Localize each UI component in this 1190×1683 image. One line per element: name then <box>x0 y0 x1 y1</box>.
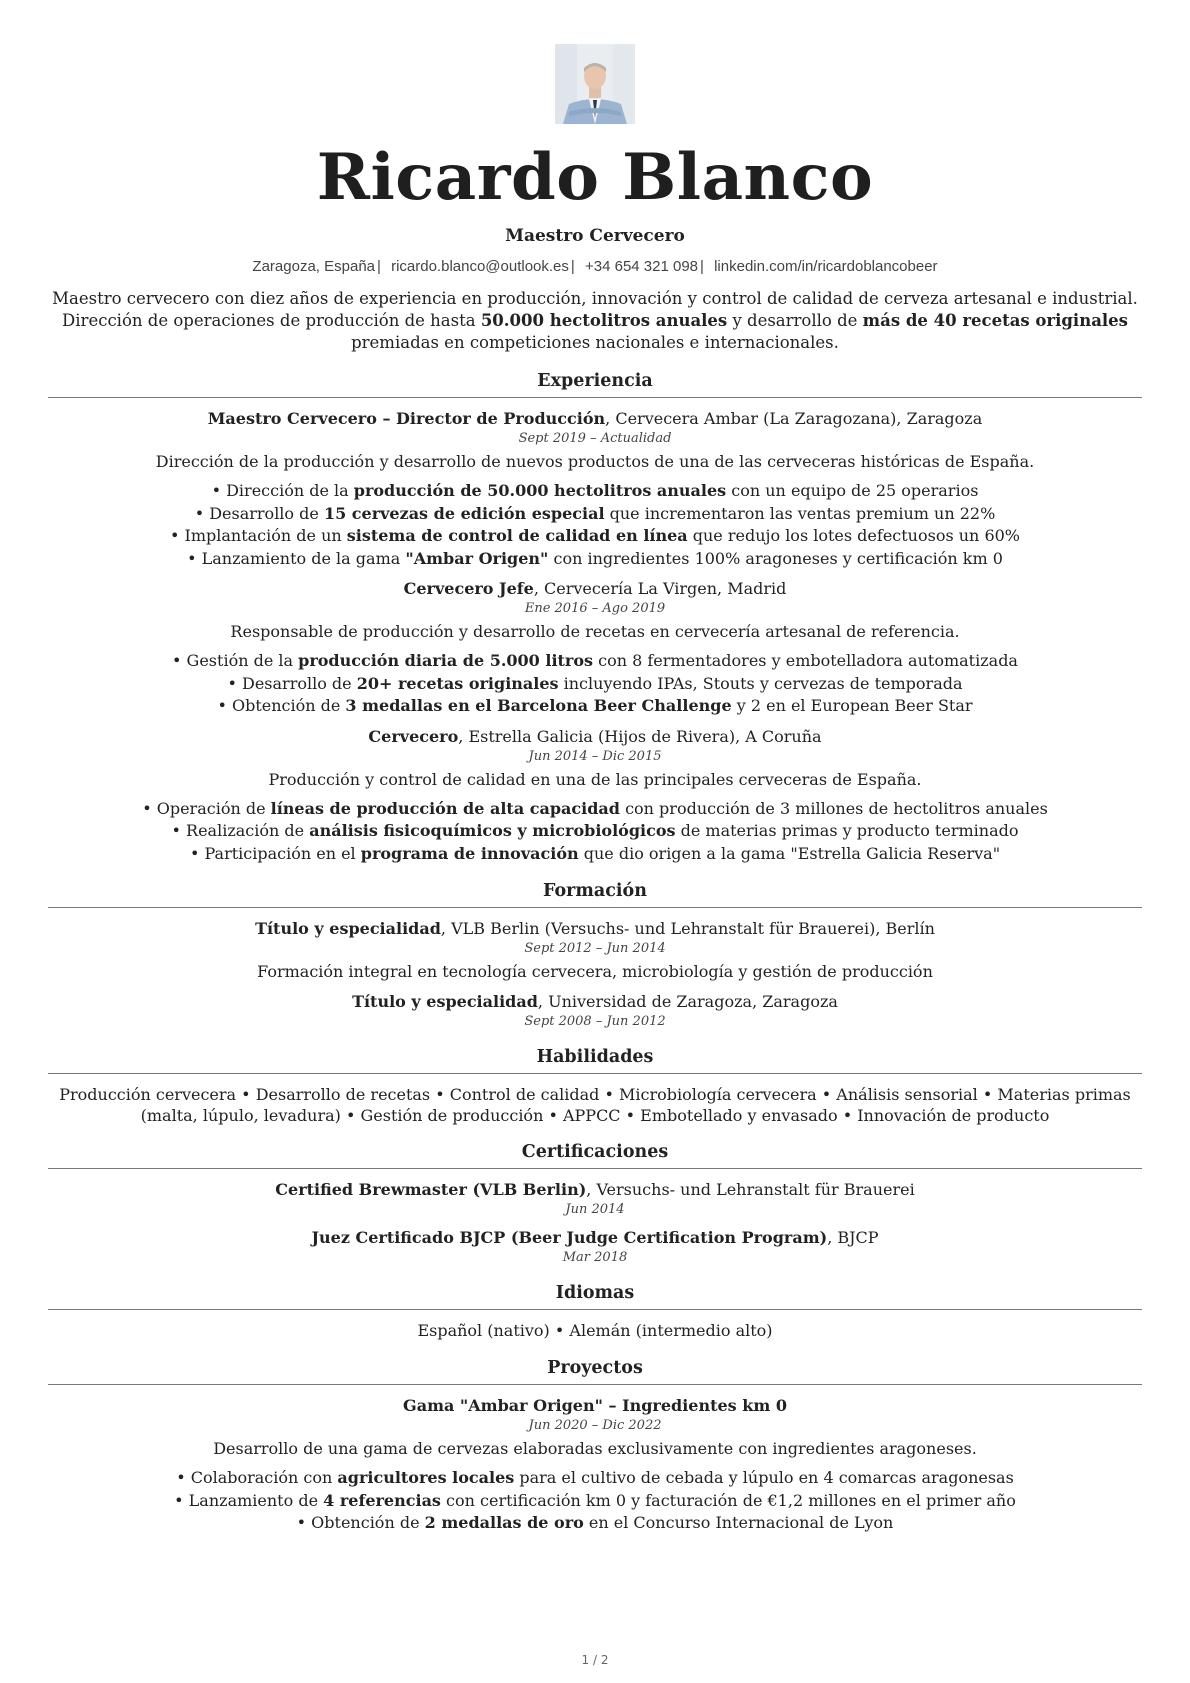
section-divider <box>48 1384 1142 1385</box>
bullet-text: • Implantación de un <box>169 526 347 545</box>
project-entry <box>48 1395 1142 1535</box>
bullet-text: incluyendo IPAs, Stouts y cervezas de temporada <box>558 673 963 693</box>
contact-email[interactable]: ricardo.blanco@outlook.es <box>391 258 569 275</box>
bullet-text: • Participación en el <box>189 843 361 863</box>
entry-description: Formación integral en tecnología cervecera, microbiología y gestión de producción <box>257 962 933 981</box>
bullet-highlight: producción diaria de 5.000 litros <box>298 651 594 670</box>
bullet-text: con certificación km 0 y facturación de €1,2 millones en el primer año <box>440 1490 1016 1510</box>
entry-heading <box>48 991 1142 1013</box>
entry-bullets <box>48 1467 1142 1535</box>
entry-heading <box>48 578 1142 600</box>
bullet-text: • Desarrollo de <box>194 503 324 523</box>
bullet-text: • Gestión de la <box>172 651 299 670</box>
contact-phone[interactable]: +34 654 321 098 <box>584 258 699 275</box>
entry-organization: , BJCP <box>827 1228 879 1247</box>
resume-page <box>48 44 1142 1543</box>
bullet-text: con ingredientes 100% aragoneses y certificación km 0 <box>548 548 1003 568</box>
skills-list: Producción cervecera • Desarrollo de recetas • Control de calidad • Microbiología cervecera • Análisis sensorial • Materias primas (malta, lúpulo, levadura) • Gestión de producción • APPCC • Embotellado y envasado • Innovación de producto <box>59 1085 1131 1125</box>
contact-separator: | <box>570 258 575 275</box>
section-title-projects: Proyectos <box>547 1358 643 1378</box>
bullet-text: que incrementaron las ventas premium un 22% <box>604 503 996 523</box>
section-divider <box>48 397 1142 398</box>
bullet-text: con producción de 3 millones de hectolitros anuales <box>619 798 1048 818</box>
bullet-text: • Dirección de la <box>211 481 354 500</box>
entry-role: Cervecero Jefe <box>403 579 534 598</box>
profile-summary <box>48 288 1142 354</box>
bullet-item <box>48 673 1142 696</box>
bullet-text: • Operación de <box>142 798 271 818</box>
entry-description: Producción y control de calidad en una de las principales cerveceras de España. <box>268 769 922 789</box>
entry-date: Jun 2014 – Dic 2015 <box>528 748 662 764</box>
entry-date: Jun 2020 – Dic 2022 <box>528 1418 662 1433</box>
entry-organization: , Estrella Galicia (Hijos de Rivera), A Coruña <box>458 726 822 746</box>
bullet-highlight: agricultores locales <box>337 1468 515 1487</box>
bullet-text: • Desarrollo de <box>227 673 357 693</box>
bullet-item <box>48 480 1142 503</box>
bullet-text: en el Concurso Internacional de Lyon <box>583 1513 894 1532</box>
entry-role: Certified Brewmaster (VLB Berlin) <box>275 1180 587 1199</box>
bullet-highlight: 3 medallas en el Barcelona Beer Challenge <box>345 696 732 715</box>
entry-role: Gama "Ambar Origen" – Ingredientes km 0 <box>403 1396 787 1415</box>
entry-date: Sept 2012 – Jun 2014 <box>524 941 666 956</box>
entry-bullets <box>48 480 1142 570</box>
education-entry <box>48 918 1142 983</box>
section-divider <box>48 907 1142 908</box>
bullet-text: que redujo los lotes defectuosos un 60% <box>687 526 1021 545</box>
entry-heading <box>48 918 1142 940</box>
bullet-highlight: 20+ recetas originales <box>356 673 559 693</box>
section-title-education: Formación <box>543 881 647 901</box>
certification-entry <box>48 1179 1142 1219</box>
entry-role: Juez Certificado BJCP (Beer Judge Certification Program) <box>311 1228 828 1247</box>
summary-highlight: más de 40 recetas originales <box>862 311 1128 330</box>
experience-entry <box>48 578 1142 718</box>
bullet-text: • Realización de <box>171 821 310 840</box>
contact-separator: | <box>377 258 381 275</box>
entry-date: Mar 2018 <box>562 1250 628 1265</box>
section-title-certifications: Certificaciones <box>521 1142 669 1162</box>
bullet-item <box>48 1490 1142 1513</box>
contact-separator: | <box>700 258 704 275</box>
page-number: 1 / 2 <box>581 1653 609 1667</box>
bullet-text: • Lanzamiento de <box>174 1490 324 1510</box>
bullet-text: que dio origen a la gama "Estrella Galicia Reserva" <box>578 843 1001 863</box>
bullet-text: • Colaboración con <box>176 1468 338 1487</box>
contact-linkedin[interactable]: linkedin.com/in/ricardoblancobeer <box>714 258 938 275</box>
bullet-text: con 8 fermentadores y embotelladora automatizada <box>593 651 1018 670</box>
section-title-languages: Idiomas <box>555 1283 635 1303</box>
experience-entry <box>48 408 1142 570</box>
section-title-experience: Experiencia <box>537 371 653 391</box>
bullet-item <box>48 525 1142 548</box>
bullet-text: • Obtención de <box>217 696 346 715</box>
section-divider <box>48 1168 1142 1169</box>
bullet-text: • Obtención de <box>296 1513 425 1532</box>
bullet-text: de materias primas y producto terminado <box>675 821 1019 840</box>
bullet-item <box>48 820 1142 843</box>
bullet-item <box>48 650 1142 673</box>
entry-bullets <box>48 650 1142 718</box>
entry-heading <box>48 1179 1142 1201</box>
contact-location: Zaragoza, España <box>252 258 375 275</box>
languages-list: Español (nativo) • Alemán (intermedio alto) <box>417 1321 773 1340</box>
entry-description: Dirección de la producción y desarrollo de nuevos productos de una de las cerveceras históricas de España. <box>155 452 1035 471</box>
bullet-highlight: producción de 50.000 hectolitros anuales <box>353 481 727 500</box>
bullet-item <box>48 695 1142 718</box>
bullet-highlight: 15 cervezas de edición especial <box>323 503 605 523</box>
entry-role: Título y especialidad <box>352 992 538 1011</box>
entry-date: Sept 2008 – Jun 2012 <box>524 1014 666 1029</box>
contact-line <box>48 258 1142 275</box>
entry-heading <box>48 726 1142 748</box>
entry-role: Cervecero <box>368 726 459 746</box>
experience-entry <box>48 726 1142 866</box>
bullet-text: para el cultivo de cebada y lúpulo en 4 comarcas aragonesas <box>514 1468 1014 1487</box>
bullet-highlight: sistema de control de calidad en línea <box>346 526 688 545</box>
entry-role: Título y especialidad <box>255 919 441 938</box>
entry-heading <box>48 1395 1142 1417</box>
entry-organization: , VLB Berlin (Versuchs- und Lehranstalt für Brauerei), Berlín <box>440 919 935 938</box>
bullet-item <box>48 1467 1142 1490</box>
entry-bullets <box>48 798 1142 866</box>
summary-text: premiadas en competiciones nacionales e internacionales. <box>351 333 839 352</box>
entry-date: Sept 2019 – Actualidad <box>518 431 672 446</box>
entry-organization: , Cervecera Ambar (La Zaragozana), Zaragoza <box>605 409 983 428</box>
bullet-item <box>48 503 1142 526</box>
entry-role: Maestro Cervecero – Director de Producción <box>207 409 606 428</box>
bullet-text: con un equipo de 25 operarios <box>726 481 979 500</box>
bullet-highlight: 2 medallas de oro <box>424 1513 584 1532</box>
education-entry <box>48 991 1142 1031</box>
bullet-item <box>48 548 1142 571</box>
entry-description: Responsable de producción y desarrollo de recetas en cervecería artesanal de referencia. <box>230 622 960 641</box>
entry-organization: , Versuchs- und Lehranstalt für Brauerei <box>586 1180 915 1199</box>
bullet-item <box>48 798 1142 821</box>
entry-date: Ene 2016 – Ago 2019 <box>524 601 666 616</box>
bullet-item <box>48 843 1142 866</box>
entry-date: Jun 2014 <box>565 1202 625 1217</box>
section-divider <box>48 1073 1142 1074</box>
section-title-skills: Habilidades <box>536 1047 654 1067</box>
entry-description: Desarrollo de una gama de cervezas elaboradas exclusivamente con ingredientes aragoneses. <box>213 1439 977 1458</box>
summary-text: Maestro cervecero con diez años de experiencia en producción, innovación y control de calidad de cerveza artesanal e industrial. Dirección de operaciones de producción de hasta <box>52 289 1138 330</box>
job-title: Maestro Cervecero <box>505 226 685 246</box>
section-divider <box>48 1309 1142 1310</box>
bullet-item <box>48 1512 1142 1535</box>
bullet-text: y 2 en el European Beer Star <box>731 696 973 715</box>
bullet-highlight: líneas de producción de alta capacidad <box>270 798 620 818</box>
entry-organization: , Universidad de Zaragoza, Zaragoza <box>537 992 838 1011</box>
profile-photo <box>555 44 635 124</box>
bullet-highlight: "Ambar Origen" <box>405 548 549 568</box>
certification-entry <box>48 1227 1142 1267</box>
bullet-highlight: análisis fisicoquímicos y microbiológicos <box>309 821 676 840</box>
summary-text: y desarrollo de <box>727 311 863 330</box>
bullet-highlight: 4 referencias <box>323 1490 441 1510</box>
entry-heading <box>48 1227 1142 1249</box>
summary-highlight: 50.000 hectolitros anuales <box>480 311 728 330</box>
bullet-text: • Lanzamiento de la gama <box>187 548 406 568</box>
entry-organization: , Cervecería La Virgen, Madrid <box>533 579 787 598</box>
bullet-highlight: programa de innovación <box>360 843 579 863</box>
entry-heading <box>48 408 1142 430</box>
candidate-name: Ricardo Blanco <box>316 140 874 215</box>
